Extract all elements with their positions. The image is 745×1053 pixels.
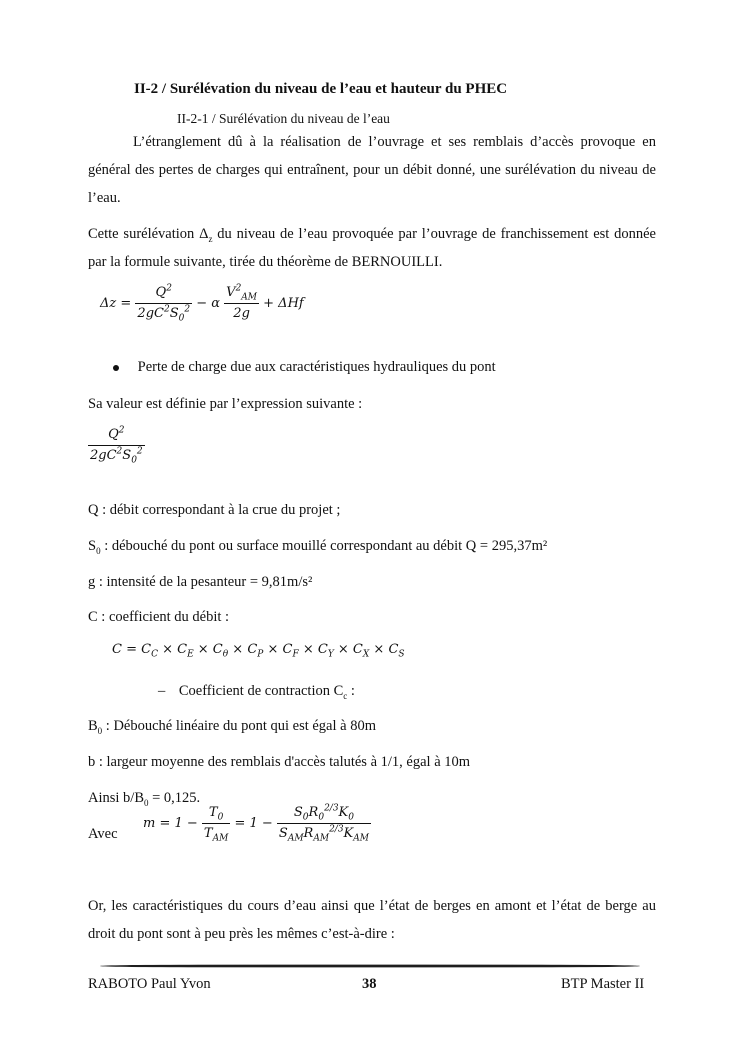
formula4-fraction-2: $\frac{S_0R_0^{2/3}K_0}{S_{AM}R_{AM}^{2/3}K_{AM}}$ xyxy=(278,803,369,844)
dash-text: Coefficient de contraction C xyxy=(178,683,344,699)
b0-sub: 0 xyxy=(97,725,103,736)
s0-symbol: S xyxy=(88,538,97,554)
paragraph-conclusion: Or, les caractéristiques du cours d’eau ainsi que l’état de berges en amont et l’état de berge au droit du pont sont à peu près les mêmes c’est-à-dire : xyxy=(88,898,656,942)
p2-sub: z xyxy=(208,233,213,244)
bullet-icon xyxy=(113,365,119,371)
dash-sub: c xyxy=(343,690,348,701)
footer-divider xyxy=(100,964,640,968)
bullet-item xyxy=(113,358,496,376)
definition-g: g : intensité de la pesanteur = 9,81m/s² xyxy=(88,574,313,590)
formula1-fraction-1: $\frac{Q^2}{2gC^2S_0^2}$ xyxy=(137,283,191,324)
dash-tail: : xyxy=(347,683,355,699)
footer-author: RABOTO Paul Yvon xyxy=(88,976,211,992)
formula4-fraction-1: $\frac{T_0}{T_{AM}}$ xyxy=(203,805,229,844)
s0-text: : débouché du pont ou surface mouillé correspondant au débit Q = 295,37m² xyxy=(100,538,548,554)
ratio-a: Ainsi b/B xyxy=(88,790,144,806)
footer-program: BTP Master II xyxy=(561,976,645,992)
ratio-sub: 0 xyxy=(144,797,149,808)
formula-c-product: $C = C_C \times C_E \times C_\theta \times C_P \times C_F \times C_Y \times C_X \times C_S$ xyxy=(112,642,405,660)
formula-head-loss: $\frac{Q^2}{2gC^2S_0^2}$ xyxy=(90,425,143,466)
expression-intro: Sa valeur est définie par l’expression suivante : xyxy=(88,396,363,412)
definition-s0 xyxy=(88,537,547,555)
bullet-text: Perte de charge due aux caractéristiques hydrauliques du pont xyxy=(137,359,496,375)
dash-item xyxy=(158,682,355,700)
avec-label: Avec xyxy=(88,826,118,842)
b0-text: : Débouché linéaire du pont qui est égal à 80m xyxy=(102,718,376,734)
s0-sub: 0 xyxy=(96,545,101,556)
paragraph-intro: L’étranglement dû à la réalisation de l’ouvrage et ses remblais d’accès provoque en général des pertes de charges qui entraînent, pour un débit donné, une surélévation du niveau de l’eau. xyxy=(88,134,656,206)
definition-b0 xyxy=(88,717,376,735)
definition-c: C : coefficient du débit : xyxy=(88,609,230,625)
paragraph-surelevation xyxy=(88,220,656,276)
p2-text-a: Cette surélévation Δ xyxy=(88,226,209,242)
footer-page-number: 38 xyxy=(362,976,377,992)
b0-symbol: B xyxy=(88,718,98,734)
ratio-b: = 0,125. xyxy=(148,790,201,806)
formula-delta-z: Δz = $\frac{Q^2}{2gC^2S_0^2}$ − α $\frac{V^2_{AM}}{2g}$ + ΔHf xyxy=(100,283,304,324)
formula-m: m = 1 − $\frac{T_0}{T_{AM}}$ = 1 − $\frac{S_0R_0^{2/3}K_0}{S_{AM}R_{AM}^{2/3}K_{AM}}$ xyxy=(143,803,369,844)
p2-text-b: du niveau de l’eau provoquée par l’ouvrage de franchissement est donnée par la formule suivante, tirée du théorème de BERNOUILLI. xyxy=(88,226,656,270)
definition-q: Q : débit correspondant à la crue du projet ; xyxy=(88,502,341,518)
subsection-heading: II-2-1 / Surélévation du niveau de l’eau xyxy=(177,111,390,126)
section-heading: II-2 / Surélévation du niveau de l’eau et hauteur du PHEC xyxy=(134,81,508,97)
definition-b: b : largeur moyenne des remblais d'accès talutés à 1/1, égal à 10m xyxy=(88,754,471,770)
formula1-fraction-2: $\frac{V^2_{AM}}{2g}$ xyxy=(226,283,258,321)
dash-icon: – xyxy=(158,683,166,699)
